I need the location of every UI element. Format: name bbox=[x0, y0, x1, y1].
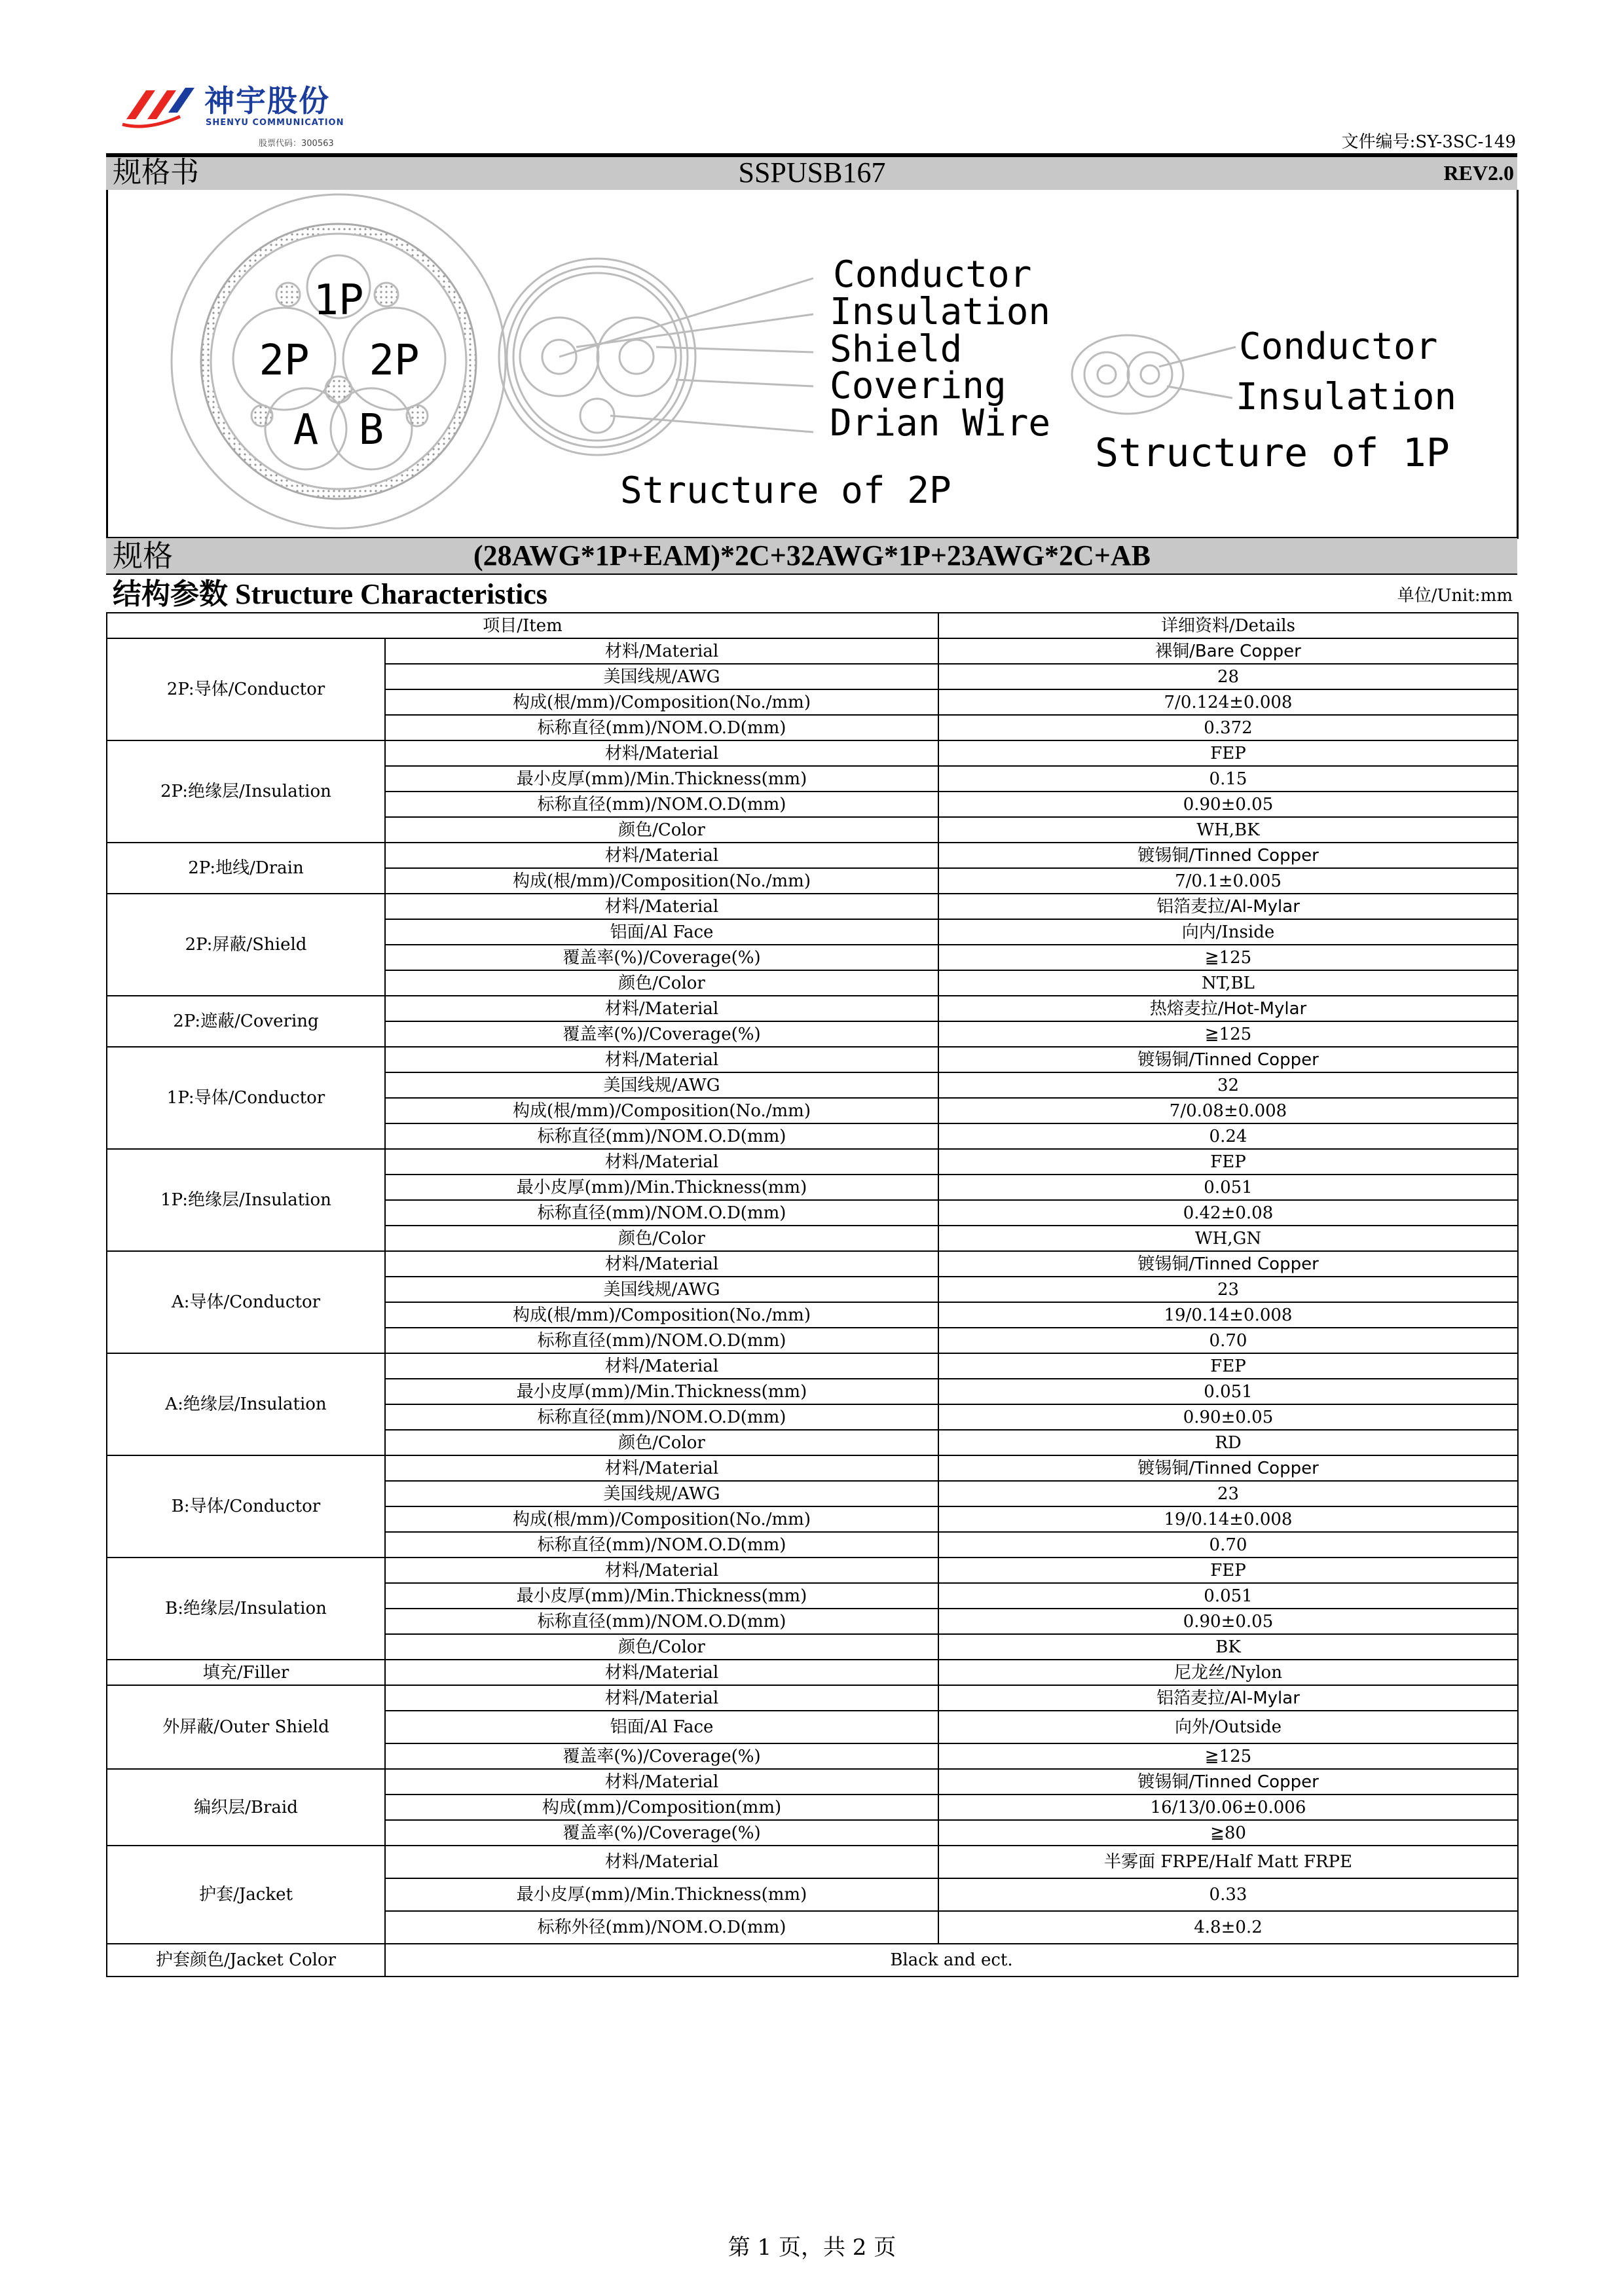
group-label: 编织层/Braid bbox=[107, 1769, 385, 1846]
row-property: 覆盖率(%)/Coverage(%) bbox=[385, 945, 938, 970]
table-row bbox=[107, 894, 1518, 919]
table-row bbox=[107, 996, 1518, 1021]
row-property: 最小皮厚(mm)/Min.Thickness(mm) bbox=[385, 766, 938, 792]
company-logo-mark bbox=[121, 79, 200, 131]
group-label: B:绝缘层/Insulation bbox=[107, 1558, 385, 1660]
group-label: 2P:绝缘层/Insulation bbox=[107, 740, 385, 843]
row-property: 标称直径(mm)/NOM.O.D(mm) bbox=[385, 792, 938, 817]
table-row bbox=[107, 843, 1518, 868]
company-logo-text: 神宇股份 bbox=[204, 83, 330, 118]
page-footer: 第 1 页，共 2 页 bbox=[728, 2234, 896, 2261]
row-value: 镀锡铜/Tinned Copper bbox=[938, 1769, 1518, 1795]
row-value: 铝箔麦拉/Al-Mylar bbox=[938, 1685, 1518, 1711]
table-row bbox=[107, 1769, 1518, 1795]
two-pair-structure bbox=[499, 259, 813, 455]
row-property: 材料/Material bbox=[385, 996, 938, 1021]
row-value: 铝箔麦拉/Al-Mylar bbox=[938, 894, 1518, 919]
two-pair-label-drain-wire: Drian Wire bbox=[830, 402, 1051, 445]
row-value: 向内/Inside bbox=[938, 919, 1518, 945]
row-value: RD bbox=[938, 1430, 1518, 1455]
row-value: 0.051 bbox=[938, 1175, 1518, 1200]
row-property: 美国线规/AWG bbox=[385, 1072, 938, 1098]
row-property: 材料/Material bbox=[385, 1846, 938, 1878]
group-label: A:导体/Conductor bbox=[107, 1251, 385, 1353]
row-value: 向外/Outside bbox=[938, 1711, 1518, 1743]
stock-code: 股票代码：300563 bbox=[259, 139, 334, 149]
row-value: 半雾面 FRPE/Half Matt FRPE bbox=[938, 1846, 1518, 1878]
row-value: WH,BK bbox=[938, 817, 1518, 843]
row-property: 构成(根/mm)/Composition(No./mm) bbox=[385, 689, 938, 715]
table-row bbox=[107, 1047, 1518, 1072]
table-row bbox=[107, 1685, 1518, 1711]
row-value: 镀锡铜/Tinned Copper bbox=[938, 1455, 1518, 1481]
row-property: 材料/Material bbox=[385, 894, 938, 919]
table-row bbox=[107, 1944, 1518, 1977]
row-value: 0.42±0.08 bbox=[938, 1200, 1518, 1226]
row-property: 构成(mm)/Composition(mm) bbox=[385, 1795, 938, 1820]
row-value: 4.8±0.2 bbox=[938, 1911, 1518, 1944]
spec-value: (28AWG*1P+EAM)*2C+32AWG*1P+23AWG*2C+AB bbox=[473, 539, 1151, 572]
cross-label-1p: 1P bbox=[313, 276, 364, 325]
row-property: 铝面/Al Face bbox=[385, 919, 938, 945]
group-label: 1P:导体/Conductor bbox=[107, 1047, 385, 1149]
group-label: A:绝缘层/Insulation bbox=[107, 1353, 385, 1455]
row-value: BK bbox=[938, 1634, 1518, 1660]
row-value: 裸铜/Bare Copper bbox=[938, 638, 1518, 664]
row-value: 0.372 bbox=[938, 715, 1518, 740]
row-property: 标称直径(mm)/NOM.O.D(mm) bbox=[385, 1123, 938, 1149]
group-label: 2P:导体/Conductor bbox=[107, 638, 385, 740]
row-property: 美国线规/AWG bbox=[385, 1277, 938, 1302]
table-row bbox=[107, 1846, 1518, 1878]
header-details: 详细资料/Details bbox=[938, 613, 1518, 638]
group-label: 1P:绝缘层/Insulation bbox=[107, 1149, 385, 1251]
row-value: 0.051 bbox=[938, 1379, 1518, 1404]
row-property: 材料/Material bbox=[385, 740, 938, 766]
one-pair-label-insulation: Insulation bbox=[1236, 376, 1457, 418]
two-pair-caption: Structure of 2P bbox=[620, 469, 951, 512]
company-logo-english: SHENYU COMMUNICATION bbox=[206, 118, 344, 128]
cable-cross-section bbox=[172, 194, 506, 528]
row-value: 镀锡铜/Tinned Copper bbox=[938, 1251, 1518, 1277]
row-property: 材料/Material bbox=[385, 1455, 938, 1481]
structure-table bbox=[106, 612, 1519, 1977]
row-property: 材料/Material bbox=[385, 638, 938, 664]
row-property: 材料/Material bbox=[385, 843, 938, 868]
row-property: 最小皮厚(mm)/Min.Thickness(mm) bbox=[385, 1379, 938, 1404]
row-value: 16/13/0.06±0.006 bbox=[938, 1795, 1518, 1820]
spec-sheet-label: 规格书 bbox=[113, 156, 199, 189]
row-property: 美国线规/AWG bbox=[385, 1481, 938, 1506]
row-property: 材料/Material bbox=[385, 1660, 938, 1685]
table-row bbox=[107, 1149, 1518, 1175]
row-property: 颜色/Color bbox=[385, 1430, 938, 1455]
table-row bbox=[107, 1455, 1518, 1481]
cross-label-a: A bbox=[293, 406, 319, 454]
row-property: 覆盖率(%)/Coverage(%) bbox=[385, 1021, 938, 1047]
row-value: 0.90±0.05 bbox=[938, 792, 1518, 817]
two-pair-label-shield: Shield bbox=[830, 328, 963, 371]
cross-label-b: B bbox=[358, 406, 384, 454]
one-pair-caption: Structure of 1P bbox=[1095, 430, 1450, 476]
table-row bbox=[107, 1558, 1518, 1583]
row-value: ≧125 bbox=[938, 1021, 1518, 1047]
row-value: 0.33 bbox=[938, 1878, 1518, 1911]
row-property: 构成(根/mm)/Composition(No./mm) bbox=[385, 1098, 938, 1123]
table-row bbox=[107, 1353, 1518, 1379]
row-value: 0.70 bbox=[938, 1532, 1518, 1558]
row-property: 标称直径(mm)/NOM.O.D(mm) bbox=[385, 715, 938, 740]
group-label: 外屏蔽/Outer Shield bbox=[107, 1685, 385, 1769]
row-property: 最小皮厚(mm)/Min.Thickness(mm) bbox=[385, 1175, 938, 1200]
row-value: 0.90±0.05 bbox=[938, 1404, 1518, 1430]
row-property: 标称直径(mm)/NOM.O.D(mm) bbox=[385, 1404, 938, 1430]
row-property: 最小皮厚(mm)/Min.Thickness(mm) bbox=[385, 1878, 938, 1911]
row-value: 0.24 bbox=[938, 1123, 1518, 1149]
row-property: 颜色/Color bbox=[385, 1634, 938, 1660]
row-value: 镀锡铜/Tinned Copper bbox=[938, 843, 1518, 868]
row-property: 材料/Material bbox=[385, 1685, 938, 1711]
row-value: 镀锡铜/Tinned Copper bbox=[938, 1047, 1518, 1072]
row-value: 7/0.124±0.008 bbox=[938, 689, 1518, 715]
table-row bbox=[107, 1660, 1518, 1685]
row-property: 标称直径(mm)/NOM.O.D(mm) bbox=[385, 1200, 938, 1226]
cross-label-2p-left: 2P bbox=[259, 337, 310, 385]
row-value: 23 bbox=[938, 1481, 1518, 1506]
row-property: 铝面/Al Face bbox=[385, 1711, 938, 1743]
two-pair-label-conductor: Conductor bbox=[833, 253, 1032, 296]
row-property: 材料/Material bbox=[385, 1769, 938, 1795]
row-value: WH,GN bbox=[938, 1226, 1518, 1251]
row-property: 标称直径(mm)/NOM.O.D(mm) bbox=[385, 1328, 938, 1353]
row-property: 标称直径(mm)/NOM.O.D(mm) bbox=[385, 1609, 938, 1634]
unit-label: 单位/Unit:mm bbox=[1397, 586, 1513, 606]
row-property: 材料/Material bbox=[385, 1149, 938, 1175]
cable-structure-diagram bbox=[106, 190, 1517, 537]
row-value: 0.15 bbox=[938, 766, 1518, 792]
revision: REV2.0 bbox=[1443, 161, 1514, 185]
row-property: 构成(根/mm)/Composition(No./mm) bbox=[385, 1506, 938, 1532]
row-property: 材料/Material bbox=[385, 1047, 938, 1072]
row-property: 材料/Material bbox=[385, 1558, 938, 1583]
structure-title: 结构参数 Structure Characteristics bbox=[113, 578, 547, 610]
row-value: 28 bbox=[938, 664, 1518, 689]
row-property: 覆盖率(%)/Coverage(%) bbox=[385, 1743, 938, 1769]
row-value: FEP bbox=[938, 1558, 1518, 1583]
row-value: 0.051 bbox=[938, 1583, 1518, 1609]
row-property: 覆盖率(%)/Coverage(%) bbox=[385, 1820, 938, 1846]
row-value: ≧125 bbox=[938, 1743, 1518, 1769]
one-pair-structure bbox=[1072, 335, 1236, 414]
group-label: 填充/Filler bbox=[107, 1660, 385, 1685]
row-property: 材料/Material bbox=[385, 1251, 938, 1277]
row-value: FEP bbox=[938, 1353, 1518, 1379]
row-value: 0.70 bbox=[938, 1328, 1518, 1353]
group-label: 2P:屏蔽/Shield bbox=[107, 894, 385, 996]
table-row bbox=[107, 740, 1518, 766]
row-value: NT,BL bbox=[938, 970, 1518, 996]
row-value: 23 bbox=[938, 1277, 1518, 1302]
group-label: 2P:遮蔽/Covering bbox=[107, 996, 385, 1047]
row-property: 构成(根/mm)/Composition(No./mm) bbox=[385, 1302, 938, 1328]
group-label: 2P:地线/Drain bbox=[107, 843, 385, 894]
row-value: FEP bbox=[938, 740, 1518, 766]
row-value: FEP bbox=[938, 1149, 1518, 1175]
row-value: 尼龙丝/Nylon bbox=[938, 1660, 1518, 1685]
jacket-color-label: 护套颜色/Jacket Color bbox=[107, 1944, 385, 1977]
row-property: 颜色/Color bbox=[385, 1226, 938, 1251]
model-number: SSPUSB167 bbox=[738, 156, 886, 189]
two-pair-label-insulation: Insulation bbox=[830, 291, 1051, 333]
row-property: 材料/Material bbox=[385, 1353, 938, 1379]
row-value: 19/0.14±0.008 bbox=[938, 1506, 1518, 1532]
row-property: 标称直径(mm)/NOM.O.D(mm) bbox=[385, 1532, 938, 1558]
row-value: 32 bbox=[938, 1072, 1518, 1098]
one-pair-label-conductor: Conductor bbox=[1239, 325, 1438, 368]
row-value: ≧125 bbox=[938, 945, 1518, 970]
row-value: 7/0.1±0.005 bbox=[938, 868, 1518, 894]
table-row bbox=[107, 1251, 1518, 1277]
row-property: 美国线规/AWG bbox=[385, 664, 938, 689]
row-value: 19/0.14±0.008 bbox=[938, 1302, 1518, 1328]
document-number: 文件编号:SY-3SC-149 bbox=[1341, 132, 1516, 152]
row-property: 颜色/Color bbox=[385, 970, 938, 996]
table-row bbox=[107, 638, 1518, 664]
group-label: B:导体/Conductor bbox=[107, 1455, 385, 1558]
row-value: 7/0.08±0.008 bbox=[938, 1098, 1518, 1123]
table-header-row bbox=[107, 613, 1518, 638]
row-value: 热熔麦拉/Hot-Mylar bbox=[938, 996, 1518, 1021]
row-value: 0.90±0.05 bbox=[938, 1609, 1518, 1634]
spec-label: 规格 bbox=[113, 538, 173, 574]
row-property: 标称外径(mm)/NOM.O.D(mm) bbox=[385, 1911, 938, 1944]
row-property: 构成(根/mm)/Composition(No./mm) bbox=[385, 868, 938, 894]
two-pair-label-covering: Covering bbox=[830, 365, 1006, 407]
row-property: 颜色/Color bbox=[385, 817, 938, 843]
header-item: 项目/Item bbox=[107, 613, 938, 638]
group-label: 护套/Jacket bbox=[107, 1846, 385, 1944]
row-value: ≧80 bbox=[938, 1820, 1518, 1846]
row-property: 最小皮厚(mm)/Min.Thickness(mm) bbox=[385, 1583, 938, 1609]
cross-label-2p-right: 2P bbox=[369, 337, 420, 385]
jacket-color-value: Black and ect. bbox=[385, 1944, 1518, 1977]
